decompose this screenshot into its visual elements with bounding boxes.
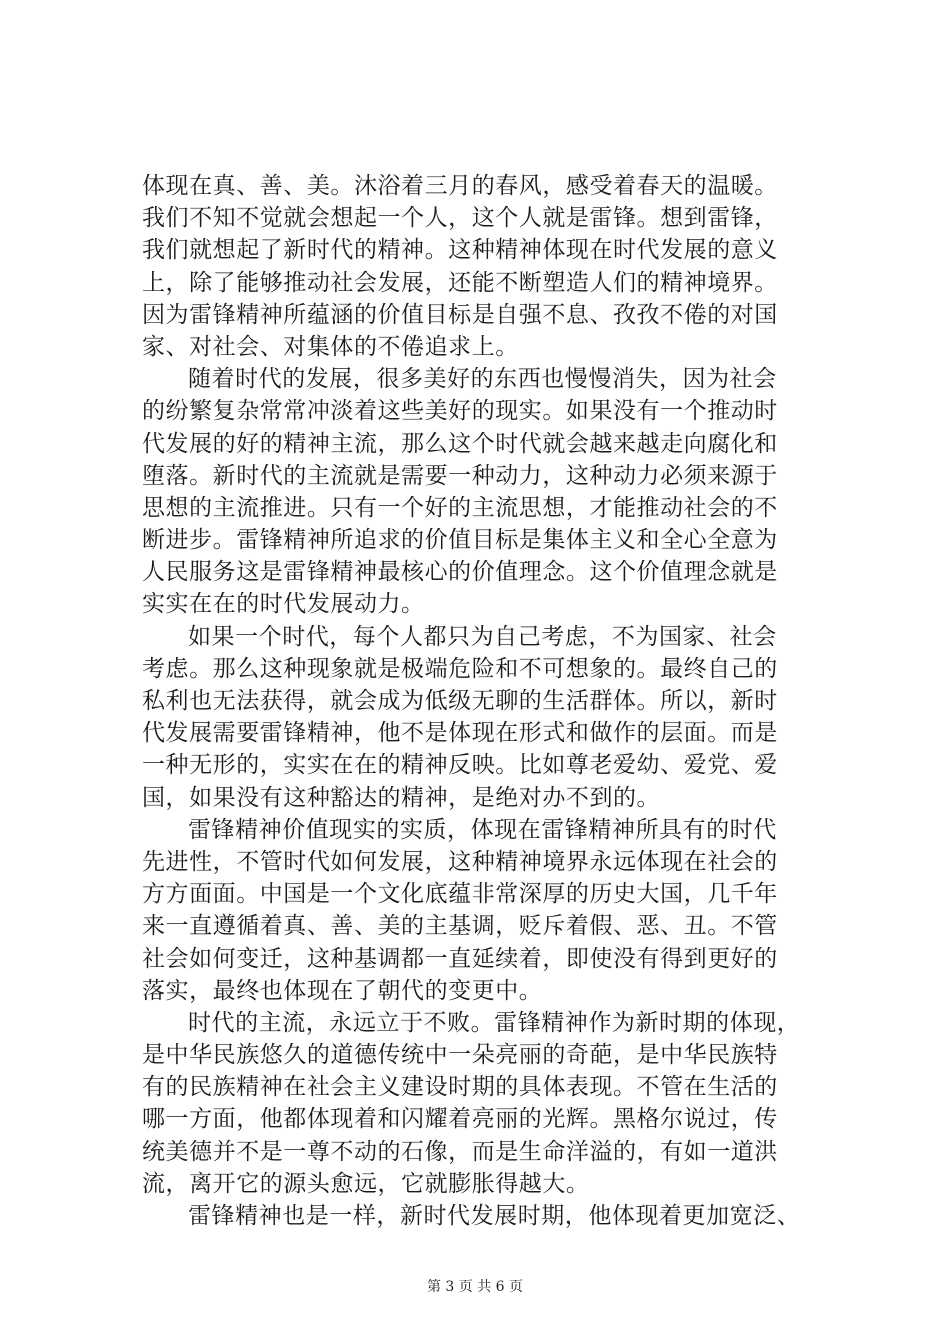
text-line: 国，如果没有这种豁达的精神，是绝对办不到的。	[142, 784, 661, 811]
text-line: 考虑。那么这种现象就是极端危险和不可想象的。最终自己的	[142, 655, 778, 682]
text-line: 有的民族精神在社会主义建设时期的具体表现。不管在生活的	[142, 1074, 778, 1101]
text-line: 实实在在的时代发展动力。	[142, 591, 425, 618]
text-line: 先进性，不管时代如何发展，这种精神境界永远体现在社会的	[142, 848, 778, 875]
text-line: 统美德并不是一尊不动的石像，而是生命洋溢的，有如一道洪	[142, 1138, 778, 1165]
text-line: 流，离开它的源头愈远，它就膨胀得越大。	[142, 1170, 590, 1197]
text-line: 哪一方面，他都体现着和闪耀着亮丽的光辉。黑格尔说过，传	[142, 1106, 778, 1133]
text-line: 因为雷锋精神所蕴涵的价值目标是自强不息、孜孜不倦的对国	[142, 301, 778, 328]
text-line: 雷锋精神也是一样，新时代发展时期，他体现着更加宽泛、	[188, 1203, 801, 1229]
text-line: 的纷繁复杂常常冲淡着这些美好的现实。如果没有一个推动时	[142, 398, 778, 425]
text-line: 人民服务这是雷锋精神最核心的价值理念。这个价值理念就是	[142, 559, 778, 586]
text-line: 我们就想起了新时代的精神。这种精神体现在时代发展的意义	[142, 237, 778, 264]
text-line: 来一直遵循着真、善、美的主基调，贬斥着假、恶、丑。不管	[142, 913, 778, 940]
text-line: 时代的主流，永远立于不败。雷锋精神作为新时期的体现，	[188, 1009, 801, 1036]
text-line: 方方面面。中国是一个文化底蕴非常深厚的历史大国，几千年	[142, 881, 778, 908]
text-line: 断进步。雷锋精神所追求的价值目标是集体主义和全心全意为	[142, 527, 778, 554]
text-line: 家、对社会、对集体的不倦追求上。	[142, 333, 519, 360]
text-line: 体现在真、善、美。沐浴着三月的春风，感受着春天的温暖。	[142, 173, 778, 199]
text-line: 堕落。新时代的主流就是需要一种动力，这种动力必须来源于	[142, 462, 778, 489]
body-text	[142, 170, 832, 1232]
text-line: 代发展的好的精神主流，那么这个时代就会越来越走向腐化和	[142, 430, 778, 457]
text-line: 随着时代的发展，很多美好的东西也慢慢消失，因为社会	[188, 366, 777, 393]
text-line: 上，除了能够推动社会发展，还能不断塑造人们的精神境界。	[142, 269, 778, 296]
text-line: 是中华民族悠久的道德传统中一朵亮丽的奇葩，是中华民族特	[142, 1042, 778, 1069]
text-line: 落实，最终也体现在了朝代的变更中。	[142, 977, 543, 1004]
page-footer: 第 3 页 共 6 页	[426, 1279, 524, 1295]
text-line: 我们不知不觉就会想起一个人，这个人就是雷锋。想到雷锋，	[142, 205, 778, 232]
text-line: 雷锋精神价值现实的实质，体现在雷锋精神所具有的时代	[188, 816, 777, 843]
text-line: 思想的主流推进。只有一个好的主流思想，才能推动社会的不	[142, 494, 778, 521]
text-line: 私利也无法获得，就会成为低级无聊的生活群体。所以，新时	[142, 688, 778, 714]
text-line: 社会如何变迁，这种基调都一直延续着，即使没有得到更好的	[142, 945, 778, 972]
text-line: 如果一个时代，每个人都只为自己考虑，不为国家、社会	[188, 623, 777, 650]
text-line: 代发展需要雷锋精神，他不是体现在形式和做作的层面。而是	[142, 720, 778, 747]
text-line: 一种无形的，实实在在的精神反映。比如尊老爱幼、爱党、爱	[142, 752, 778, 779]
